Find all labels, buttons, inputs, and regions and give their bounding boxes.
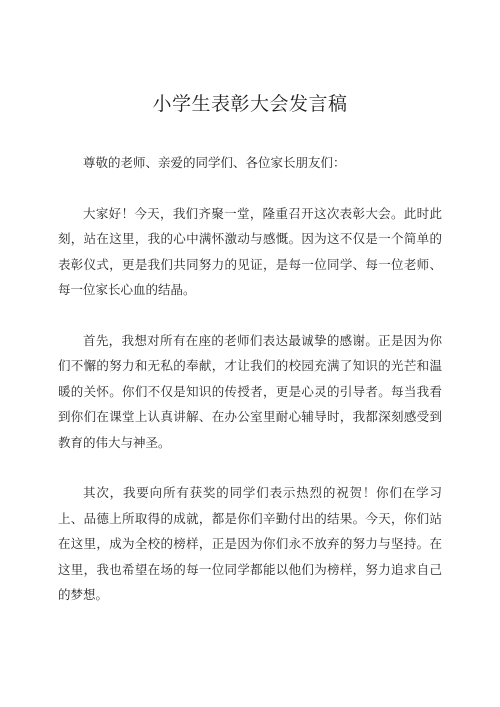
congratulations-students-paragraph: 其次，我要向所有获奖的同学们表示热烈的祝贺！你们在学习上、品德上所取得的成就，都是你们辛勤付出的结果。今天，你们站在这里，成为全校的榜样，正是因为你们永不放弃的努力与坚持。在这里，我也希望在场的每一位同学都能以他们为榜样，努力追求自己的梦想。	[58, 485, 442, 602]
salutation-paragraph: 尊敬的老师、亲爱的同学们、各位家长朋友们：	[83, 155, 346, 170]
thanks-teachers-paragraph: 首先，我想对所有在座的老师们表达最诚挚的感谢。正是因为你们不懈的努力和无私的奉献，才让我们的校园充满了知识的光芒和温暖的关怀。你们不仅是知识的传授者，更是心灵的引导者。每当我看到你们在课堂上认真讲解、在办公室里耐心辅导时，我都深刻感受到教育的伟大与神圣。	[58, 332, 442, 450]
greeting-paragraph: 大家好！今天，我们齐聚一堂，隆重召开这次表彰大会。此时此刻，站在这里，我的心中满怀激动与感慨。因为这不仅是一个简单的表彰仪式，更是我们共同努力的见证，是每一位同学、每一位老师、每一位家长心血的结晶。	[58, 205, 442, 297]
document-body	[58, 150, 442, 608]
document-title: 小学生表彰大会发言稿	[152, 93, 348, 115]
